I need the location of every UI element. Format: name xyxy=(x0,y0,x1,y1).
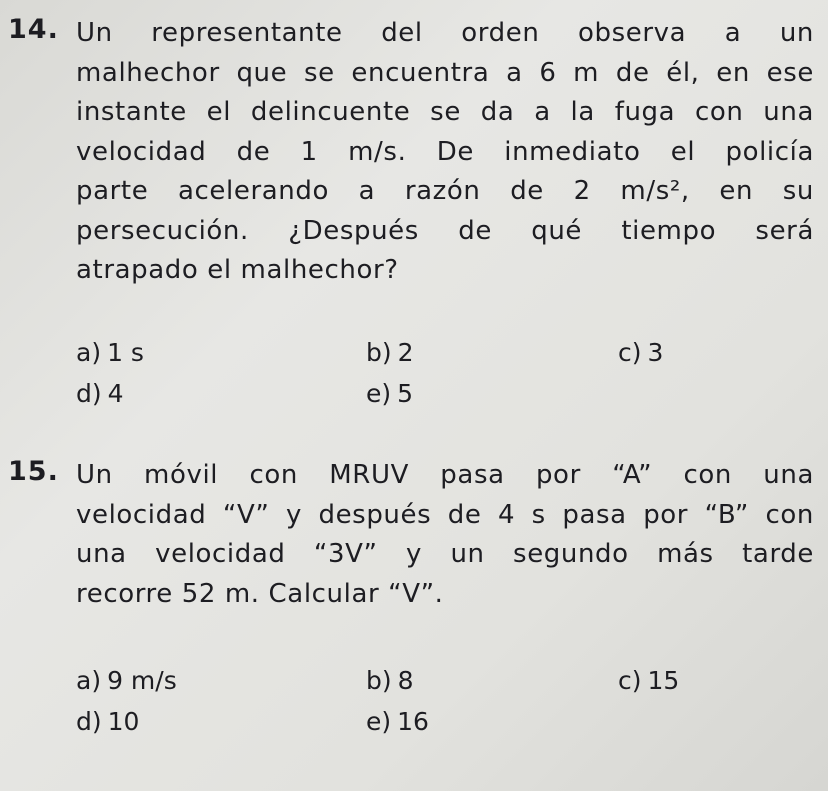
question-text-line: parte acelerando a razón de 2 m/s², en su xyxy=(76,176,814,206)
question-text-line: persecución. ¿Después de qué tiempo será xyxy=(76,215,814,246)
question-text-line: malhechor que se encuentra a 6 m de él, en ese xyxy=(76,57,814,88)
option-d xyxy=(76,379,124,408)
option-letter: b) xyxy=(366,666,392,695)
option-letter: c) xyxy=(618,337,642,367)
option-letter: d) xyxy=(76,378,102,408)
question-text-line: instante el delincuente se da a la fuga con una xyxy=(76,97,814,127)
question-number: 15. xyxy=(8,456,59,487)
question-text-line: una velocidad “3V” y un segundo más tarde xyxy=(76,539,814,569)
question-text-line: velocidad “V” y después de 4 s pasa por “B” con xyxy=(76,499,814,530)
question-text-line: atrapado el malhechor? xyxy=(76,255,399,285)
option-value: 15 xyxy=(647,666,680,695)
option-b xyxy=(366,338,414,367)
option-value: 5 xyxy=(397,378,414,408)
answer-options xyxy=(76,338,814,418)
question-15 xyxy=(8,456,814,746)
question-14 xyxy=(8,14,814,418)
option-c xyxy=(618,338,663,367)
option-letter: a) xyxy=(76,337,102,367)
option-c xyxy=(618,666,679,695)
option-value: 9 m/s xyxy=(107,666,177,695)
answer-options xyxy=(76,666,814,746)
option-letter: e) xyxy=(366,378,392,408)
option-value: 8 xyxy=(397,666,414,695)
option-letter: e) xyxy=(366,707,392,736)
option-value: 2 xyxy=(397,337,414,367)
question-text xyxy=(76,14,814,291)
question-text-line: Un móvil con MRUV pasa por “A” con una xyxy=(76,460,814,490)
option-value: 3 xyxy=(647,337,664,367)
option-value: 4 xyxy=(107,378,124,408)
option-e xyxy=(366,379,413,408)
option-a xyxy=(76,666,177,695)
question-number: 14. xyxy=(8,14,59,45)
option-letter: c) xyxy=(618,666,642,695)
option-value: 1 s xyxy=(107,337,144,367)
option-letter: d) xyxy=(76,707,102,736)
option-b xyxy=(366,666,414,695)
question-text-line: velocidad de 1 m/s. De inmediato el policía xyxy=(76,136,814,167)
option-letter: a) xyxy=(76,666,102,695)
question-text-line: recorre 52 m. Calcular “V”. xyxy=(76,578,444,609)
option-value: 16 xyxy=(397,707,429,736)
question-text-line: Un representante del orden observa a un xyxy=(76,18,814,48)
option-a xyxy=(76,338,144,367)
option-e xyxy=(366,707,429,736)
option-d xyxy=(76,707,139,736)
question-text xyxy=(76,456,814,614)
option-value: 10 xyxy=(107,707,140,736)
option-letter: b) xyxy=(366,337,392,367)
